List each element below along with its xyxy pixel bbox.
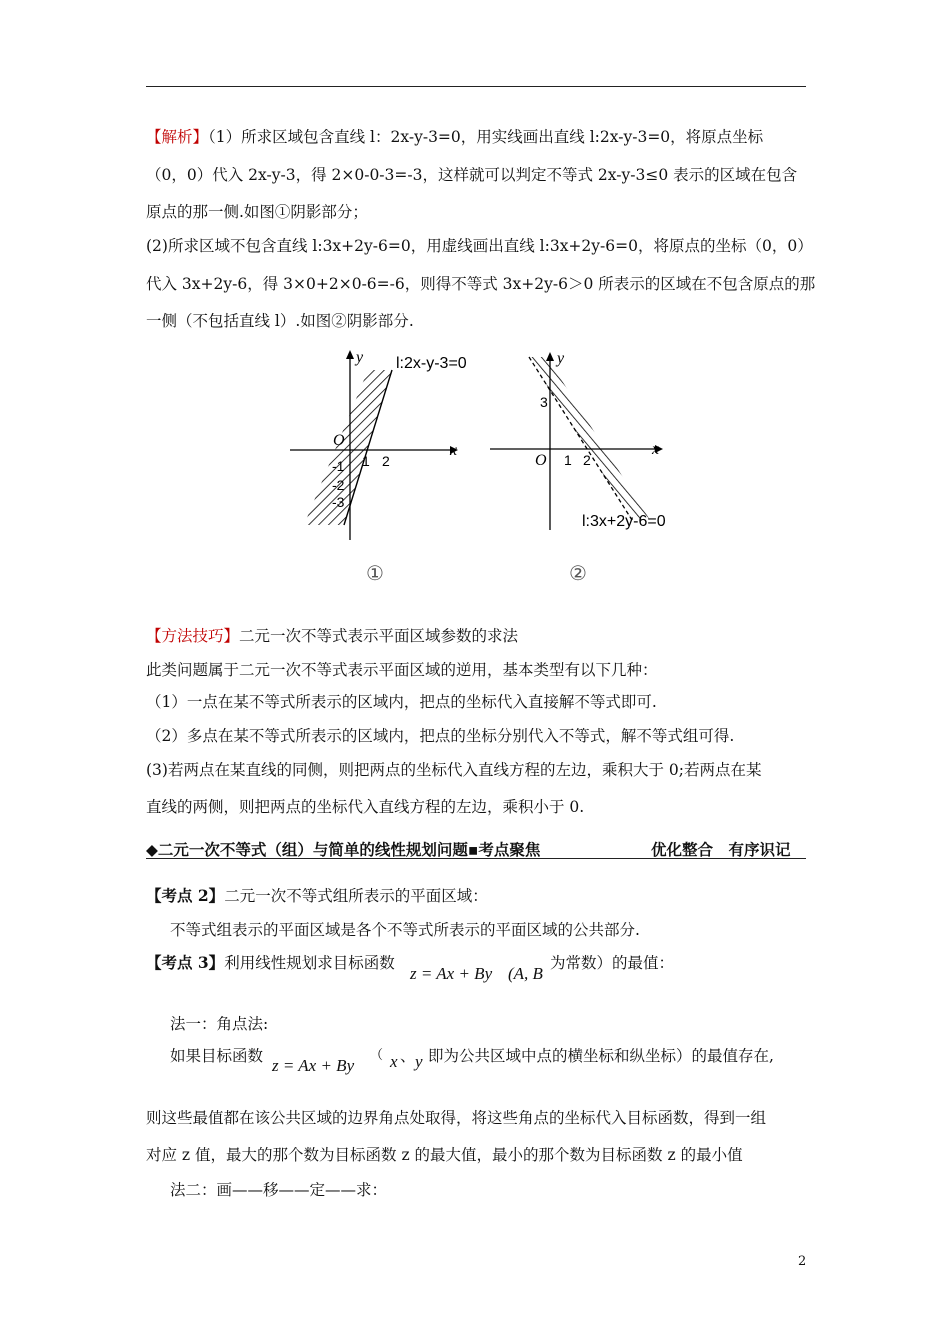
y-axis-label: y — [356, 349, 364, 366]
figure-1-caption: ① — [366, 561, 384, 585]
analysis-line-4: (2)所求区域不包含直线 l:3x+2y-6=0，用虚线画出直线 l:3x+2y-6=0，将原点的坐标（0，0） — [146, 237, 813, 255]
method1-title: 法一：角点法: — [170, 1015, 269, 1033]
analysis-line-1: 【解析】（1）所求区域包含直线 l：2x-y-3=0，用实线画出直线 l:2x-y-3=0，将原点坐标 — [146, 128, 764, 146]
tick-3: 3 — [540, 394, 548, 410]
origin-label: O — [535, 452, 547, 469]
kaodian3-params-tail: 为常数）的最值： — [550, 954, 675, 972]
kaodian3-params: (A, B — [508, 964, 543, 983]
method-item-1: （1）一点在某不等式所表示的区域内，把点的坐标代入直接解不等式即可. — [146, 693, 657, 711]
kaodian3-formula: z = Ax + By — [410, 964, 493, 983]
method1-line-3: 对应 z 值，最大的那个数为目标函数 z 的最大值，最小的那个数为目标函数 z 的最小值 — [146, 1146, 743, 1164]
method1-formula: z = Ax + By — [272, 1056, 355, 1075]
line-label: l:2x-y-3=0 — [396, 355, 467, 372]
figure-1 — [290, 345, 480, 545]
y-arrow — [546, 352, 554, 361]
analysis-line-3: 原点的那一侧.如图①阴影部分； — [146, 203, 368, 221]
kaodian3-tag: 【考点 3】 — [146, 953, 225, 972]
method-title-line: 【方法技巧】二元一次不等式表示平面区域参数的求法 — [146, 627, 519, 645]
tick-neg2: -2 — [332, 477, 345, 493]
analysis-line-6: 一侧（不包括直线 l）.如图②阴影部分. — [146, 312, 414, 330]
method-item-3b: 直线的两侧，则把两点的坐标代入直线方程的左边，乘积小于 0. — [146, 798, 585, 816]
line-label: l:3x+2y-6=0 — [582, 513, 666, 530]
figure-2 — [485, 345, 695, 545]
section-header — [146, 838, 806, 859]
figure-2-caption: ② — [569, 561, 587, 585]
shaded-region — [529, 357, 650, 520]
analysis-line-5: 代入 3x+2y-6，得 3×0+2×0-6=-6，则得不等式 3x+2y-6＞0 所表示的区域在不包含原点的那 — [146, 275, 816, 293]
method1-sep: 、 — [400, 1047, 416, 1065]
analysis-line-2: （0，0）代入 2x-y-3，得 2×0-0-3=-3，这样就可以判定不等式 2x-y-3≤0 表示的区域在包含 — [146, 166, 798, 184]
method2-title: 法二：画——移——定——求： — [170, 1181, 388, 1199]
kaodian3-title-line: 【考点 3】利用线性规划求目标函数 — [146, 953, 395, 972]
method1-paren: （ — [370, 1048, 384, 1063]
origin-label: O — [333, 432, 345, 449]
y-axis-label: y — [557, 350, 565, 367]
tick-1: 1 — [564, 452, 572, 468]
method1-x: x — [390, 1052, 398, 1071]
tick-neg1: -1 — [332, 458, 345, 474]
x-axis-label: x — [450, 442, 458, 459]
kaodian2-title-line: 【考点 2】二元一次不等式组所表示的平面区域： — [146, 886, 488, 905]
tick-1: 1 — [362, 453, 370, 469]
method1-y: y — [415, 1052, 423, 1071]
tick-2: 2 — [583, 452, 591, 468]
tick-neg3: -3 — [332, 494, 345, 510]
header-rule — [146, 86, 806, 87]
section-header-left: ◆二元一次不等式（组）与简单的线性规划问题▪考点聚焦 — [146, 840, 541, 859]
method-item-3a: (3)若两点在某直线的同侧，则把两点的坐标代入直线方程的左边，乘积大于 0;若两点在某 — [146, 761, 762, 779]
y-arrow — [346, 350, 354, 359]
kaodian2-body: 不等式组表示的平面区域是各个不等式所表示的平面区域的公共部分. — [170, 921, 640, 939]
shaded-region — [304, 370, 392, 525]
x-axis-label: x — [652, 441, 660, 458]
tick-2: 2 — [382, 453, 390, 469]
section-header-right: 优化整合 有序识记 — [651, 840, 791, 859]
page-number: 2 — [798, 1254, 807, 1269]
method1-line-2: 则这些最值都在该公共区域的边界角点处取得，将这些角点的坐标代入目标函数，得到一组 — [146, 1109, 767, 1127]
method-tag: 【方法技巧】 — [146, 627, 240, 645]
analysis-tag: 【解析】 — [146, 128, 209, 146]
method-item-2: （2）多点在某不等式所表示的区域内，把点的坐标分别代入不等式，解不等式组可得. — [146, 727, 735, 745]
method1-prefix: 如果目标函数 — [170, 1047, 264, 1065]
method1-tail: 即为公共区域中点的横坐标和纵坐标）的最值存在, — [428, 1047, 774, 1065]
kaodian2-tag: 【考点 2】 — [146, 886, 225, 905]
method-intro: 此类问题属于二元一次不等式表示平面区域的逆用，基本类型有以下几种： — [146, 661, 658, 679]
